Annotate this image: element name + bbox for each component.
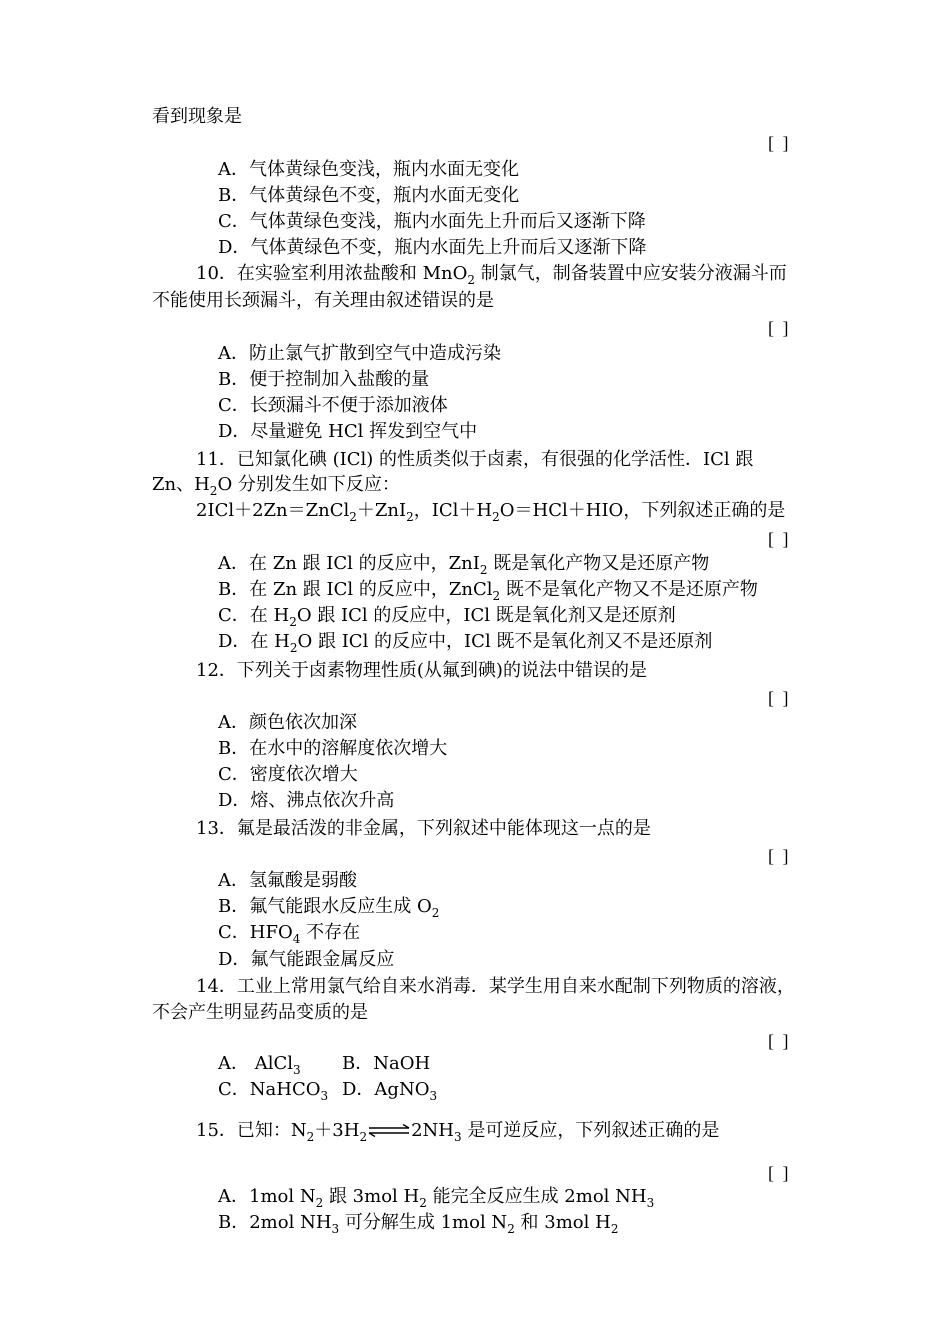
q15-stem: 15．已知：$N_2+3H_2$ $2NH_3$ 是可逆反应，下列叙述正确的是 <box>196 1120 720 1144</box>
q11-stem-line2: Zn、$H_2O$ 分别发生如下反应： <box>152 474 400 498</box>
q14-option-b: B．NaOH <box>342 1053 431 1074</box>
q13-answer-bracket: [ ] <box>768 846 791 866</box>
q15-answer-bracket: [ ] <box>768 1163 791 1183</box>
q9-option-b: B．气体黄绿色不变，瓶内水面无变化 <box>218 185 520 206</box>
q12-stem: 12．下列关于卤素物理性质(从氟到碘)的说法中错误的是 <box>196 660 647 681</box>
q14-stem-line1: 14．工业上常用氯气给自来水消毒．某学生用自来水配制下列物质的溶液， <box>196 976 795 997</box>
q12-answer-bracket: [ ] <box>768 688 791 708</box>
q9-answer-bracket: [ ] <box>768 133 791 153</box>
q13-option-d: D．氟气能跟金属反应 <box>218 949 395 970</box>
q9-option-d: D．气体黄绿色不变，瓶内水面先上升而后又逐渐下降 <box>218 237 647 258</box>
q14-option-d: D．AgNO$_3$ <box>342 1079 438 1103</box>
q10-option-c: C．长颈漏斗不便于添加液体 <box>218 395 448 416</box>
q11-stem-line1: 11．已知氯化碘 (ICl) 的性质类似于卤素，有很强的化学活性．ICl 跟 <box>196 449 754 470</box>
q13-option-a: A．氢氟酸是弱酸 <box>218 870 357 891</box>
q14-option-a: A． AlCl$_3$ <box>218 1053 301 1077</box>
reversible-arrow-icon <box>367 1124 411 1138</box>
q13-stem: 13．氟是最活泼的非金属，下列叙述中能体现这一点的是 <box>196 818 651 839</box>
q11-answer-bracket: [ ] <box>768 529 791 549</box>
q10-option-d: D．尽量避免 HCl 挥发到空气中 <box>218 421 478 442</box>
q10-answer-bracket: [ ] <box>768 318 791 338</box>
q11-option-c: C．在 $H_2O$ 跟 ICl 的反应中，ICl 既是氧化剂又是还原剂 <box>218 605 676 629</box>
q9-stem-tail: 看到现象是 <box>152 106 242 127</box>
q10-option-a: A．防止氯气扩散到空气中造成污染 <box>218 343 501 364</box>
q10-stem-line2: 不能使用长颈漏斗，有关理由叙述错误的是 <box>152 290 494 311</box>
q11-option-d: D．在 $H_2O$ 跟 ICl 的反应中，ICl 既不是氧化剂又不是还原剂 <box>218 631 713 655</box>
q9-option-c: C．气体黄绿色变浅，瓶内水面先上升而后又逐渐下降 <box>218 211 646 232</box>
q9-option-a: A．气体黄绿色变浅，瓶内水面无变化 <box>218 159 519 180</box>
q15-option-a: A．1mol $N_2$ 跟 3mol $H_2$ 能完全反应生成 2mol $NH_3$ <box>218 1186 655 1210</box>
q12-option-b: B．在水中的溶解度依次增大 <box>218 738 448 759</box>
q14-option-c: C．NaHCO$_3$ <box>218 1079 329 1103</box>
q10-option-b: B．便于控制加入盐酸的量 <box>218 369 430 390</box>
q15-option-b: B．2mol $NH_3$ 可分解生成 1mol $N_2$ 和 3mol $H_2$ <box>218 1212 619 1236</box>
q11-option-b: B．在 Zn 跟 ICl 的反应中，ZnCl$_2$ 既不是氧化产物又不是还原产物 <box>218 579 758 603</box>
q14-stem-line2: 不会产生明显药品变质的是 <box>152 1002 368 1023</box>
q13-option-c: C．$HFO_4$ 不存在 <box>218 922 361 946</box>
q12-option-a: A．颜色依次加深 <box>218 712 357 733</box>
q12-option-d: D．熔、沸点依次升高 <box>218 790 395 811</box>
q11-equation-line: 2ICl＋2Zn＝ZnCl$_2$＋ZnI$_2$，$ICl+H_2O=HCl+HIO$，下列叙述正确的是 <box>196 500 786 524</box>
q12-option-c: C．密度依次增大 <box>218 764 358 785</box>
q11-option-a: A．在 Zn 跟 ICl 的反应中，ZnI$_2$ 既是氧化产物又是还原产物 <box>218 553 710 577</box>
q13-option-b: B．氟气能跟水反应生成 $O_2$ <box>218 896 440 920</box>
q14-answer-bracket: [ ] <box>768 1031 791 1051</box>
q10-stem-line1: 10．在实验室利用浓盐酸和 MnO$_2$ 制氯气，制备装置中应安装分液漏斗而 <box>196 263 787 287</box>
